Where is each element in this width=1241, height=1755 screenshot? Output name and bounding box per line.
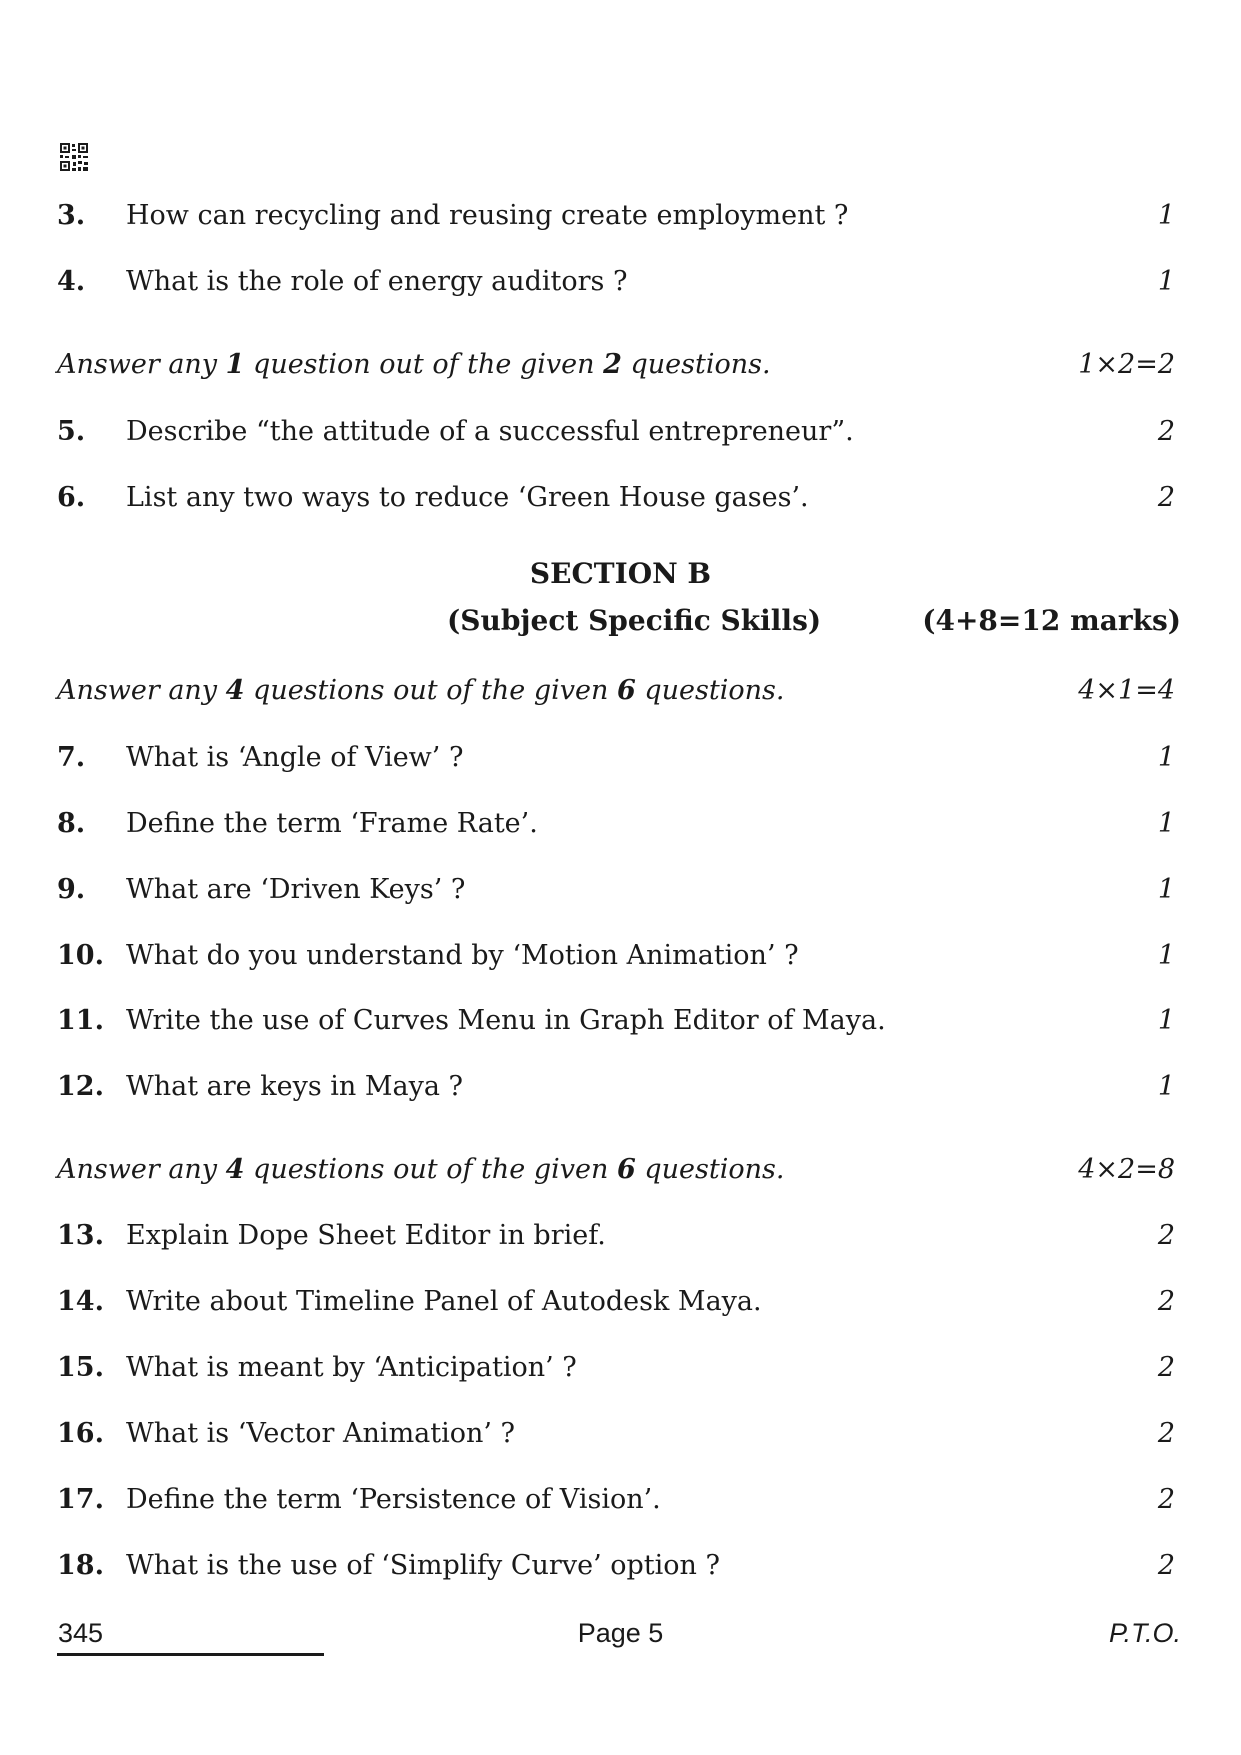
question-number: 5. [57, 416, 86, 447]
question-marks: 2 [1157, 416, 1175, 447]
instruction-total: 6 [616, 1154, 636, 1185]
instruction-count: 1 [225, 349, 245, 380]
question-row [57, 1414, 1175, 1454]
instruction-mid: questions out of the given [244, 1154, 617, 1185]
instruction-total: 6 [616, 675, 636, 706]
instruction-pre: Answer any [57, 349, 226, 380]
question-row [57, 1067, 1175, 1107]
question-text: What is meant by ‘Anticipation’ ? [126, 1352, 577, 1383]
question-marks: 2 [1157, 1220, 1175, 1251]
question-marks: 2 [1157, 1352, 1175, 1383]
question-text: What are keys in Maya ? [126, 1071, 464, 1102]
question-marks: 2 [1157, 1418, 1175, 1449]
instruction-count: 4 [225, 675, 245, 706]
question-text: What do you understand by ‘Motion Animation’ ? [126, 940, 799, 971]
question-text: Describe “the attitude of a successful entrepreneur”. [126, 416, 854, 447]
section-marks: (4+8=12 marks) [922, 604, 1181, 637]
question-number: 16. [57, 1418, 104, 1449]
question-row [57, 1282, 1175, 1322]
question-number: 9. [57, 874, 86, 905]
question-row [57, 1348, 1175, 1388]
question-row [57, 478, 1175, 518]
question-marks: 2 [1157, 1550, 1175, 1581]
question-text: What is the use of ‘Simplify Curve’ option ? [126, 1550, 720, 1581]
question-text: What is ‘Vector Animation’ ? [126, 1418, 516, 1449]
question-number: 14. [57, 1286, 104, 1317]
question-marks: 1 [1157, 940, 1175, 971]
instruction-text [57, 675, 784, 706]
qr-code-icon [60, 143, 88, 171]
question-text: What is ‘Angle of View’ ? [126, 742, 464, 773]
question-marks: 2 [1157, 1286, 1175, 1317]
question-marks: 1 [1157, 200, 1175, 231]
instruction-pre: Answer any [57, 675, 226, 706]
question-marks: 1 [1157, 808, 1175, 839]
question-row [57, 738, 1175, 778]
question-marks: 1 [1157, 1071, 1175, 1102]
question-row [57, 1001, 1175, 1041]
question-number: 15. [57, 1352, 104, 1383]
question-row [57, 1546, 1175, 1586]
instruction-mid: question out of the given [244, 349, 604, 380]
question-text: Explain Dope Sheet Editor in brief. [126, 1220, 606, 1251]
question-number: 13. [57, 1220, 104, 1251]
instruction-text [57, 349, 771, 380]
question-text: Write the use of Curves Menu in Graph Editor of Maya. [126, 1005, 886, 1036]
question-row [57, 1480, 1175, 1520]
instruction-line [57, 345, 1175, 385]
question-text: What are ‘Driven Keys’ ? [126, 874, 466, 905]
question-number: 10. [57, 940, 104, 971]
instruction-post: questions. [621, 349, 771, 380]
question-text: Write about Timeline Panel of Autodesk Maya. [126, 1286, 762, 1317]
instruction-marks: 1×2=2 [1078, 349, 1175, 380]
question-row [57, 262, 1175, 302]
question-number: 8. [57, 808, 86, 839]
question-text: How can recycling and reusing create employment ? [126, 200, 849, 231]
question-marks: 1 [1157, 742, 1175, 773]
question-row [57, 936, 1175, 976]
instruction-mid: questions out of the given [244, 675, 617, 706]
footer-underline [57, 1653, 324, 1656]
question-number: 17. [57, 1484, 104, 1515]
question-number: 12. [57, 1071, 104, 1102]
question-row [57, 1216, 1175, 1256]
question-number: 3. [57, 200, 86, 231]
instruction-marks: 4×2=8 [1078, 1154, 1175, 1185]
question-row [57, 412, 1175, 452]
please-turn-over: P.T.O. [1108, 1618, 1181, 1648]
question-number: 4. [57, 266, 86, 297]
instruction-count: 4 [225, 1154, 245, 1185]
instruction-line [57, 671, 1175, 711]
instruction-text [57, 1154, 784, 1185]
section-subtitle: (Subject Specific Skills) [447, 604, 822, 637]
question-marks: 2 [1157, 482, 1175, 513]
question-row [57, 870, 1175, 910]
question-row [57, 196, 1175, 236]
question-number: 11. [57, 1005, 104, 1036]
instruction-pre: Answer any [57, 1154, 226, 1185]
question-marks: 1 [1157, 1005, 1175, 1036]
question-text: Define the term ‘Frame Rate’. [126, 808, 538, 839]
page-number: Page 5 [577, 1618, 664, 1648]
question-text: List any two ways to reduce ‘Green House gases’. [126, 482, 809, 513]
question-row [57, 804, 1175, 844]
section-title: SECTION B [529, 557, 712, 590]
question-number: 6. [57, 482, 86, 513]
instruction-post: questions. [635, 1154, 785, 1185]
question-number: 7. [57, 742, 86, 773]
question-text: Define the term ‘Persistence of Vision’. [126, 1484, 661, 1515]
question-number: 18. [57, 1550, 104, 1581]
question-marks: 1 [1157, 874, 1175, 905]
question-marks: 1 [1157, 266, 1175, 297]
instruction-total: 2 [603, 349, 622, 380]
paper-code: 345 [58, 1618, 104, 1648]
instruction-marks: 4×1=4 [1078, 675, 1175, 706]
instruction-post: questions. [635, 675, 785, 706]
question-text: What is the role of energy auditors ? [126, 266, 628, 297]
instruction-line [57, 1150, 1175, 1190]
question-marks: 2 [1157, 1484, 1175, 1515]
